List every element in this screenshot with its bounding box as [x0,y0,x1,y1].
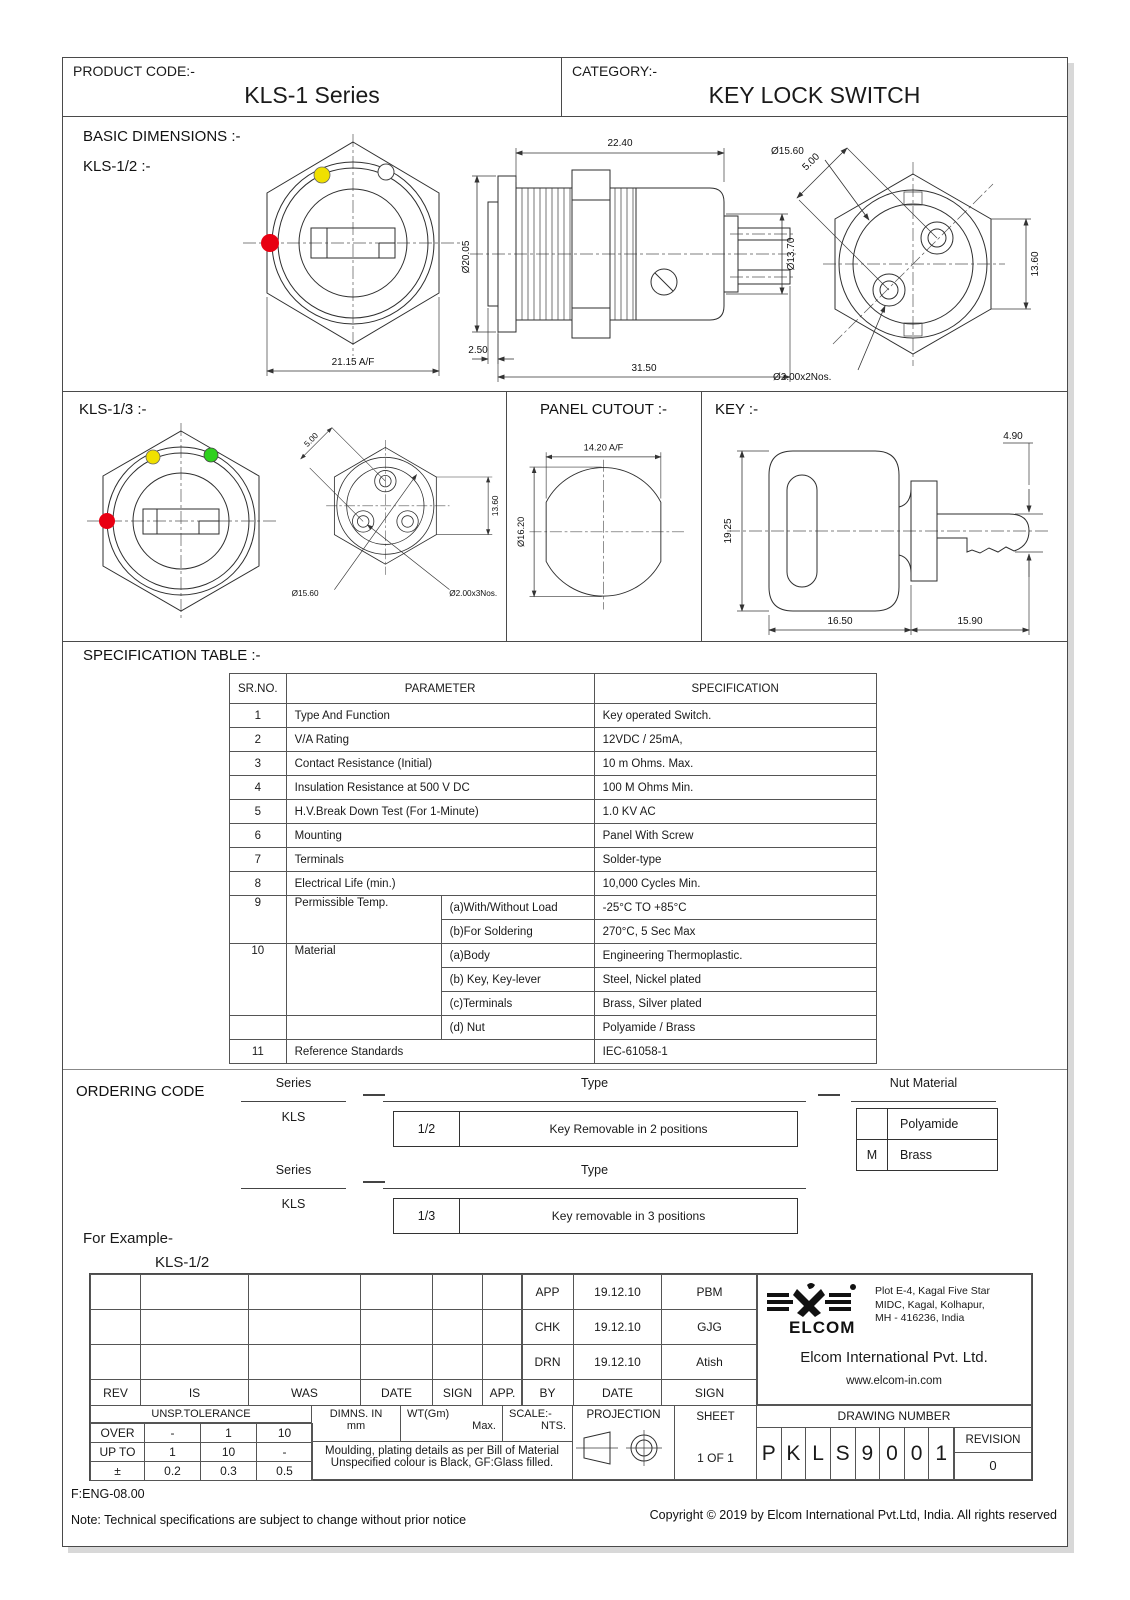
dim-label-blade: 15.90 [957,616,983,627]
spec-row [230,1016,877,1040]
revision-value: 0 [954,1452,1032,1480]
drawing-frame [62,57,1068,1547]
spec-table [229,673,877,1064]
drawing-number-char: S [831,1428,856,1479]
type-code-1: 1/2 [394,1112,460,1146]
kls13-section [63,391,507,641]
spec-row [230,776,877,800]
kls12-rear-view-drawing [763,124,1063,389]
panel-cutout-title: PANEL CUTOUT :- [540,401,667,418]
spec-srno: 10 [230,944,287,1016]
revision-history-row [91,1275,523,1310]
indicator-dot-red [261,234,279,252]
spec-row [230,872,877,896]
spec-srno: 7 [230,848,287,872]
spec-srno: 2 [230,728,287,752]
tolerance-cell: - [145,1424,201,1443]
spec-parameter: Permissible Temp. [286,896,441,944]
projection-label: PROJECTION [586,1409,661,1421]
drawing-number-char: K [782,1428,807,1479]
by-header: BY [522,1380,574,1406]
spec-srno [230,1016,287,1040]
spec-value: -25°C TO +85°C [594,896,876,920]
tolerance-cell: 0.2 [145,1462,201,1481]
spec-subparameter: (b)For Soldering [441,920,594,944]
tolerance-row [91,1462,313,1481]
spec-value: 10 m Ohms. Max. [594,752,876,776]
spec-subparameter: (c)Terminals [441,992,594,1016]
spec-parameter: H.V.Break Down Test (For 1-Minute) [286,800,594,824]
spec-value: Engineering Thermoplastic. [594,944,876,968]
revision-history-row [91,1310,523,1345]
spec-row [230,800,877,824]
nut-material-label: Nut Material [889,1076,958,1090]
dim-label-rear-dia: Ø13.70 [786,237,797,271]
approval-date: 19.12.10 [574,1310,662,1345]
spec-header-srno: SR.NO. [230,674,287,704]
spec-value: Key operated Switch. [594,704,876,728]
dim-label-holes: Ø2.00x2Nos. [773,372,832,383]
category-cell [562,58,1067,116]
spec-value: IEC-61058-1 [594,1040,876,1064]
spec-value: Panel With Screw [594,824,876,848]
spec-row [230,824,877,848]
title-block [89,1273,1033,1481]
spec-row [230,1040,877,1064]
approval-sign: PBM [662,1275,758,1310]
approvals-body [522,1275,758,1380]
tolerance-cell: 10 [257,1424,313,1443]
drawing-number-char: 1 [929,1428,954,1479]
scale-value: NTS. [540,1420,566,1432]
dim-label-dia: Ø16.20 [515,516,526,548]
indicator-dot-yellow [314,167,330,183]
tolerance-cell: 10 [201,1443,257,1462]
spec-subparameter: (a)Body [441,944,594,968]
spec-parameter: Type And Function [286,704,594,728]
row2-section [63,391,1067,642]
tolerance-cell: ± [91,1462,145,1481]
approval-role: CHK [522,1310,574,1345]
type-code-2: 1/3 [394,1199,460,1233]
tolerance-cell: 0.5 [257,1462,313,1481]
specification-section [63,641,1067,1070]
dim-label-flat: 13.60 [491,495,501,517]
approval-role: APP [522,1275,574,1310]
drawing-number-char: 0 [880,1428,905,1479]
dim-label-head: 16.50 [827,616,853,627]
rev-header: REV [91,1380,141,1406]
scale-label: SCALE:- [509,1408,552,1420]
company-name: Elcom International Pvt. Ltd. [800,1349,988,1366]
series-label-2: Series [275,1163,312,1177]
kls12-front-view-drawing [243,134,463,389]
spec-value: Brass, Silver plated [594,992,876,1016]
panel-cutout-drawing [511,419,696,641]
dash-separator [363,1094,385,1096]
elcom-logo-text: ELCOM [789,1318,856,1337]
category-label: CATEGORY:- [572,63,658,79]
type-box-1 [393,1111,798,1147]
dim-label-af: 14.20 A/F [583,442,624,453]
nut-name-brass: Brass [900,1148,932,1162]
material-note-line2: Unspecified colour is Black, GF:Glass filled. [330,1457,554,1469]
tolerance-body [91,1424,313,1481]
by-sign-header: SIGN [662,1380,758,1406]
sheet-label: SHEET [696,1411,735,1423]
nut-material-box [856,1108,998,1171]
was-header: WAS [249,1380,361,1406]
spec-value: Polyamide / Brass [594,1016,876,1040]
drawing-number-char: P [757,1428,782,1479]
spec-srno: 6 [230,824,287,848]
spec-value: Solder-type [594,848,876,872]
company-website: www.elcom-in.com [846,1375,942,1387]
projection-cell [572,1405,675,1480]
drawing-number-char: 0 [905,1428,930,1479]
series-underline-2 [241,1188,346,1189]
series-label-1: Series [275,1076,312,1090]
spec-table-title: SPECIFICATION TABLE :- [83,647,261,664]
nut-code-polyamide [857,1109,888,1139]
kls12-title: KLS-1/2 :- [83,158,151,175]
company-address-line2: MIDC, Kagal, Kolhapur, [875,1298,985,1311]
footer-note: Note: Technical specifications are subject to change without prior notice [71,1513,467,1527]
by-date-header: DATE [574,1380,662,1406]
spec-parameter: Terminals [286,848,594,872]
dim-label-holes: Ø2.00x3Nos. [449,589,498,599]
tolerance-row [91,1443,313,1462]
product-code-label: PRODUCT CODE:- [73,63,195,79]
approvals-table [521,1274,758,1406]
drawing-number-char: L [806,1428,831,1479]
company-address [875,1285,1027,1326]
spec-parameter [286,1016,441,1040]
form-number: F:ENG-08.00 [71,1487,145,1501]
company-address-line1: Plot E-4, Kagal Five Star [875,1285,990,1297]
date-header: DATE [361,1380,433,1406]
spec-parameter: Material [286,944,441,1016]
spec-value: 1.0 KV AC [594,800,876,824]
spec-parameter: Mounting [286,824,594,848]
spec-parameter: Reference Standards [286,1040,594,1064]
spec-row [230,704,877,728]
type-desc-2: Key removable in 3 positions [551,1209,706,1223]
spec-srno: 1 [230,704,287,728]
dash-separator [363,1181,385,1183]
revision-header-row [91,1380,523,1406]
tolerance-cell: UP TO [91,1443,145,1462]
approval-sign: Atish [662,1345,758,1380]
spec-parameter: V/A Rating [286,728,594,752]
dim-label-tip: 4.90 [1003,431,1023,442]
dimns-cell [311,1405,401,1442]
scale-cell [502,1405,573,1442]
app-header: APP. [483,1380,523,1406]
dim-label-front-dia: Ø20.05 [461,240,472,274]
spec-parameter: Insulation Resistance at 500 V DC [286,776,594,800]
sheet-value: 1 OF 1 [697,1451,734,1465]
approval-date: 19.12.10 [574,1345,662,1380]
dim-label-af: 21.15 A/F [331,357,375,368]
approval-date: 19.12.10 [574,1275,662,1310]
spec-parameter: Contact Resistance (Initial) [286,752,594,776]
spec-parameter: Electrical Life (min.) [286,872,594,896]
example-label: For Example- [83,1230,174,1247]
company-box [756,1274,1032,1405]
indicator-dot-red [99,513,115,529]
type-underline-1 [383,1101,806,1102]
series-value-2: KLS [281,1197,306,1211]
kls13-front-view-drawing [81,421,281,636]
dim-label-flat: 13.60 [1030,251,1041,277]
tolerance-cell: OVER [91,1424,145,1443]
dim-label-height: 19.25 [723,518,734,544]
tolerance-title: UNSP.TOLERANCE [90,1405,312,1423]
weight-label: WT(Gm) [407,1408,450,1420]
spec-srno: 4 [230,776,287,800]
spec-srno: 3 [230,752,287,776]
product-code-cell [63,58,562,116]
tolerance-cell: 0.3 [201,1462,257,1481]
is-header: IS [141,1380,249,1406]
spec-value: 10,000 Cycles Min. [594,872,876,896]
nut-code-brass: M [857,1140,888,1170]
nut-option-row [857,1109,997,1140]
dim-label-pitch: 5.00 [800,151,823,174]
weight-cell [400,1405,503,1442]
panel-cutout-section [506,391,702,641]
dim-label-ring: Ø15.60 [771,146,804,157]
spec-subparameter: (a)With/Without Load [441,896,594,920]
sheet-cell [674,1405,757,1480]
series-value-1: KLS [281,1110,306,1124]
type-box-2 [393,1198,798,1234]
title-header [63,58,1067,117]
approval-row [522,1345,758,1380]
example-value: KLS-1/2 [155,1254,210,1271]
key-section [701,391,1067,641]
third-angle-projection-icon [574,1423,674,1473]
spec-header-specification: SPECIFICATION [594,674,876,704]
dash-separator [818,1094,840,1096]
dim-label-width: 22.40 [607,138,633,149]
weight-max-label: Max. [472,1420,496,1432]
type-label-2: Type [580,1163,609,1177]
spec-subparameter: (b) Key, Key-lever [441,968,594,992]
tolerance-cell: 1 [201,1424,257,1443]
sign-header: SIGN [433,1380,483,1406]
approval-row [522,1275,758,1310]
indicator-dot-yellow [146,450,160,464]
kls13-rear-view-drawing [285,417,503,602]
dimns-unit: mm [346,1420,366,1432]
tolerance-cell: - [257,1443,313,1462]
tolerance-row [91,1424,313,1443]
revision-label: REVISION [954,1427,1032,1453]
basic-dimensions-title: BASIC DIMENSIONS :- [83,128,241,145]
tolerance-cell: 1 [145,1443,201,1462]
dim-label-face: 2.50 [468,345,488,356]
spec-header-parameter: PARAMETER [286,674,594,704]
revision-history-row [91,1345,523,1380]
spec-srno: 9 [230,896,287,944]
footer-copyright: Copyright © 2019 by Elcom International Pvt.Ltd, India. All rights reserved [649,1508,1057,1522]
spec-value: 12VDC / 25mA, [594,728,876,752]
dim-label-ring: Ø15.60 [291,589,319,599]
drawing-number-char: 9 [856,1428,881,1479]
spec-row [230,944,877,968]
type-label-1: Type [580,1076,609,1090]
spec-table-body [230,704,877,1064]
approval-row [522,1310,758,1345]
spec-srno: 5 [230,800,287,824]
spec-header-row [230,674,877,704]
type-underline-2 [383,1188,806,1189]
nut-option-row [857,1140,997,1170]
indicator-dot-empty [378,164,394,180]
ordering-code-title: ORDERING CODE [76,1083,205,1100]
approval-role: DRN [522,1345,574,1380]
key-title: KEY :- [715,401,759,418]
category-value: KEY LOCK SWITCH [708,82,921,108]
key-drawing [713,419,1053,639]
material-note-line1: Moulding, plating details as per Bill of Material [325,1445,559,1457]
spec-value: Steel, Nickel plated [594,968,876,992]
type-desc-1: Key Removable in 2 positions [549,1122,708,1136]
drawing-number-label: DRAWING NUMBER [756,1405,1032,1428]
spec-row [230,728,877,752]
dim-label-total: 31.50 [631,363,657,374]
spec-value: 270°C, 5 Sec Max [594,920,876,944]
spec-row [230,848,877,872]
kls13-title: KLS-1/3 :- [79,401,147,418]
tolerance-table [90,1423,313,1481]
approval-sign: GJG [662,1310,758,1345]
elcom-logo [765,1281,861,1339]
kls12-side-view-drawing [458,124,798,389]
nut-underline [851,1101,996,1102]
spec-srno: 8 [230,872,287,896]
revision-history-table [90,1274,523,1406]
company-address-line3: MH - 416236, India [875,1312,965,1325]
material-note-cell [311,1441,573,1480]
drawing-number-cells [756,1427,955,1480]
approvals-header-row [522,1380,758,1406]
indicator-dot-green [204,448,218,462]
basic-dimensions-section [63,116,1067,392]
dimns-label: DIMNS. IN [329,1408,383,1420]
spec-subparameter: (d) Nut [441,1016,594,1040]
revision-history-body [91,1275,523,1380]
spec-row [230,752,877,776]
spec-row [230,896,877,920]
series-underline-1 [241,1101,346,1102]
dim-label-pitch: 5.00 [302,431,321,449]
product-code-value: KLS-1 Series [244,82,380,108]
nut-name-polyamide: Polyamide [900,1117,959,1131]
spec-srno: 11 [230,1040,287,1064]
spec-value: 100 M Ohms Min. [594,776,876,800]
